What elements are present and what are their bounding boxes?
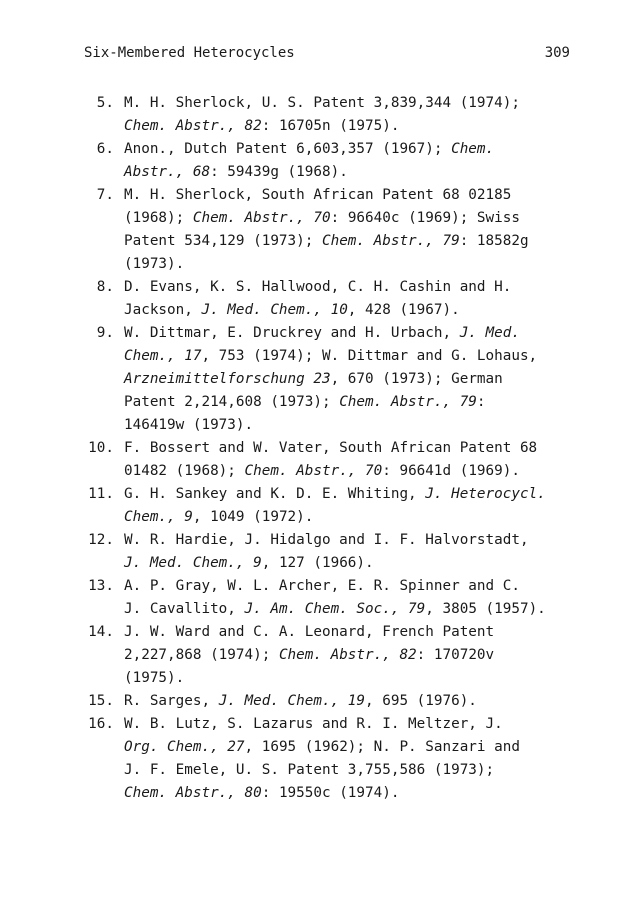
reference-text-line: Chem. Abstr., 80: 19550c (1974).: [124, 785, 400, 801]
running-header: [84, 44, 570, 62]
reference-text-line: J. F. Emele, U. S. Patent 3,755,586 (1973);: [124, 762, 495, 778]
reference-number: 5.: [96, 95, 114, 111]
reference-number: 11.: [88, 486, 114, 502]
reference-text-line: W. B. Lutz, S. Lazarus and R. I. Meltzer, J.: [124, 716, 503, 732]
reference-list: [74, 92, 594, 805]
reference-number: 14.: [88, 624, 114, 640]
reference-number: 8.: [96, 279, 114, 295]
reference-text-line: A. P. Gray, W. L. Archer, E. R. Spinner and C.: [124, 578, 520, 594]
reference-text-line: F. Bossert and W. Vater, South African Patent 68: [124, 440, 538, 456]
reference-number: 12.: [88, 532, 114, 548]
reference-text-line: M. H. Sherlock, U. S. Patent 3,839,344 (1974);: [124, 95, 520, 111]
reference-text-line: Chem. Abstr., 82: 16705n (1975).: [124, 118, 400, 134]
reference-number: 9.: [96, 325, 114, 341]
reference-text-line: Arzneimittelforschung 23, 670 (1973); German: [124, 371, 503, 387]
reference-text-line: Org. Chem., 27, 1695 (1962); N. P. Sanzari and: [124, 739, 520, 755]
reference-text-line: 146419w (1973).: [124, 417, 254, 433]
reference-text-line: J. Cavallito, J. Am. Chem. Soc., 79, 3805 (1957).: [124, 601, 546, 617]
reference-text-line: (1968); Chem. Abstr., 70: 96640c (1969); Swiss: [124, 210, 520, 226]
reference-number: 10.: [88, 440, 114, 456]
reference-text-line: Chem., 17, 753 (1974); W. Dittmar and G. Lohaus,: [124, 348, 538, 364]
reference-item: [74, 138, 594, 184]
reference-text-line: W. R. Hardie, J. Hidalgo and I. F. Halvorstadt,: [124, 532, 529, 548]
reference-text-line: M. H. Sherlock, South African Patent 68 02185: [124, 187, 512, 203]
reference-number: 15.: [88, 693, 114, 709]
reference-text-line: 2,227,868 (1974); Chem. Abstr., 82: 170720v: [124, 647, 495, 663]
reference-text-line: Patent 2,214,608 (1973); Chem. Abstr., 79:: [124, 394, 486, 410]
reference-text-line: Patent 534,129 (1973); Chem. Abstr., 79: 18582g: [124, 233, 529, 249]
reference-item: [74, 322, 594, 437]
reference-text-line: Abstr., 68: 59439g (1968).: [124, 164, 348, 180]
reference-item: [74, 690, 594, 713]
reference-number: 16.: [88, 716, 114, 732]
reference-item: [74, 184, 594, 276]
running-title: Six-Membered Heterocycles: [84, 45, 295, 61]
reference-item: [74, 529, 594, 575]
reference-item: [74, 713, 594, 805]
reference-text-line: G. H. Sankey and K. D. E. Whiting, J. Heterocycl.: [124, 486, 546, 502]
reference-number: 13.: [88, 578, 114, 594]
reference-item: [74, 437, 594, 483]
reference-text-line: (1975).: [124, 670, 185, 686]
reference-text-line: R. Sarges, J. Med. Chem., 19, 695 (1976).: [124, 693, 477, 709]
reference-number: 7.: [96, 187, 114, 203]
reference-item: [74, 575, 594, 621]
reference-item: [74, 621, 594, 690]
page-number: 309: [544, 45, 570, 61]
reference-text-line: (1973).: [124, 256, 185, 272]
reference-item: [74, 483, 594, 529]
reference-item: [74, 92, 594, 138]
reference-number: 6.: [96, 141, 114, 157]
reference-item: [74, 276, 594, 322]
reference-text-line: 01482 (1968); Chem. Abstr., 70: 96641d (1969).: [124, 463, 520, 479]
reference-text-line: Anon., Dutch Patent 6,603,357 (1967); Chem.: [124, 141, 495, 157]
reference-text-line: J. Med. Chem., 9, 127 (1966).: [124, 555, 374, 571]
reference-text-line: Jackson, J. Med. Chem., 10, 428 (1967).: [124, 302, 460, 318]
reference-text-line: W. Dittmar, E. Druckrey and H. Urbach, J. Med.: [124, 325, 520, 341]
reference-text-line: J. W. Ward and C. A. Leonard, French Patent: [124, 624, 495, 640]
reference-text-line: Chem., 9, 1049 (1972).: [124, 509, 314, 525]
reference-text-line: D. Evans, K. S. Hallwood, C. H. Cashin and H.: [124, 279, 512, 295]
